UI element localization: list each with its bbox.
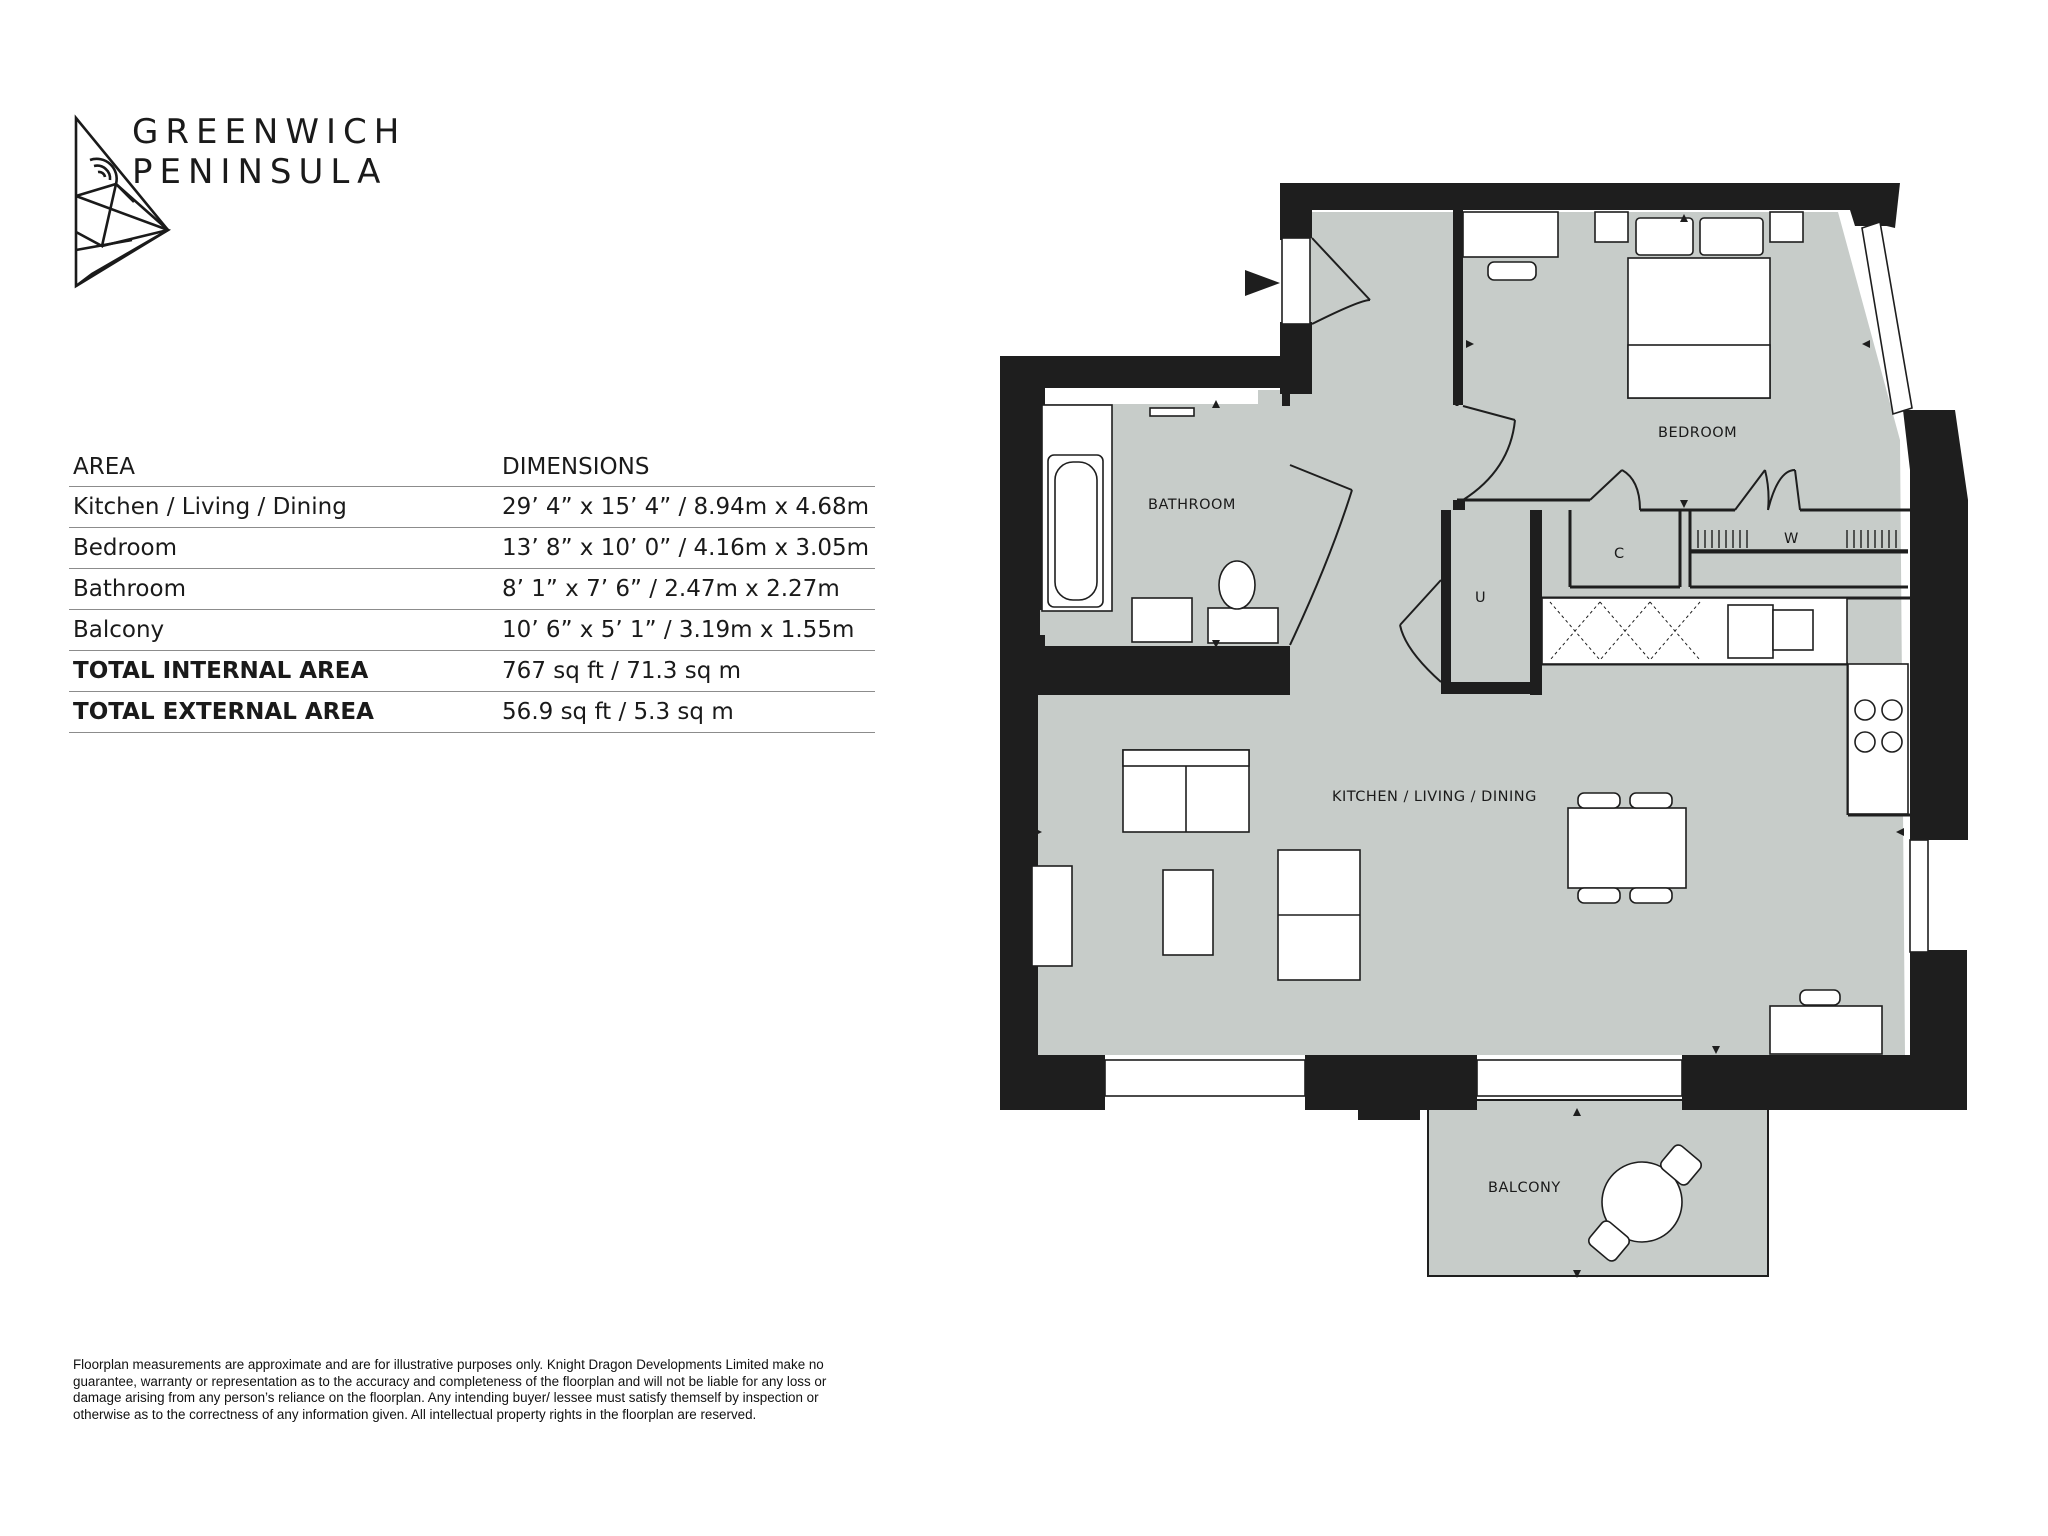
bed-duvet-fold (1628, 345, 1770, 398)
room-name-cell: Bedroom (69, 528, 498, 569)
wall-utility-right (1530, 510, 1542, 695)
living-window-bottom-left (1105, 1060, 1305, 1096)
room-dimensions-cell: 13’ 8” x 10’ 0” / 4.16m x 3.05m (498, 528, 875, 569)
dining-chair (1578, 793, 1620, 808)
basin (1132, 598, 1192, 642)
hob-ring (1882, 700, 1902, 720)
room-label-cupboard: C (1614, 546, 1625, 562)
room-label-bedroom: BEDROOM (1658, 425, 1738, 441)
total-label-cell: TOTAL INTERNAL AREA (69, 651, 498, 692)
wall-entrance-upper (1280, 183, 1312, 238)
dimensions-column-header: DIMENSIONS (498, 448, 875, 487)
wall-utility-bottom (1441, 682, 1542, 694)
towel-rail (1150, 408, 1194, 416)
brand-name-line-1: GREENWICH (132, 112, 407, 152)
desk-chair (1488, 262, 1536, 280)
wall-bath-top-inner (1282, 388, 1290, 406)
wall-utility-left (1441, 510, 1451, 685)
toilet-bowl (1219, 561, 1255, 609)
balcony-door (1477, 1060, 1682, 1096)
room-dimensions-cell: 29’ 4” x 15’ 4” / 8.94m x 4.68m (498, 487, 875, 528)
wall-right-upper (1903, 410, 1968, 840)
wall-bottom-mid-stub (1358, 1100, 1420, 1120)
disclaimer-text: Floorplan measurements are approximate and are for illustrative purposes only. Knight Dragon Developments Limited make no guarantee, warranty or representation as to the accuracy and completeness of the floorplan and will not be liable for any loss or damage arising from any person’s reliance on the floorplan. Any intending buyer/ lessee must satisfy themself by inspection or otherwise as to the correctness of any information given. All intellectual property rights in the floorplan are reserved. (73, 1357, 827, 1422)
sink-drainer (1773, 610, 1813, 650)
room-label-bathroom: BATHROOM (1148, 497, 1236, 513)
wall-left-lower (1000, 690, 1030, 1110)
room-dimensions-cell: 8’ 1” x 7’ 6” / 2.47m x 2.27m (498, 569, 875, 610)
hob-ring (1882, 732, 1902, 752)
dining-chair (1630, 793, 1672, 808)
toilet-cistern (1208, 608, 1278, 643)
room-name-cell: Balcony (69, 610, 498, 651)
total-value-cell: 767 sq ft / 71.3 sq m (498, 651, 875, 692)
room-label-balcony: BALCONY (1488, 1180, 1561, 1196)
sofa-back (1123, 750, 1249, 766)
room-name-cell: Kitchen / Living / Dining (69, 487, 498, 528)
living-window-right (1910, 840, 1928, 952)
bed-pillow-left (1636, 218, 1693, 255)
tv-unit (1032, 866, 1072, 966)
area-column-header: AREA (69, 448, 498, 487)
kitchen-sink (1728, 605, 1773, 658)
room-label-kitchen: KITCHEN / LIVING / DINING (1332, 789, 1537, 805)
study-chair (1800, 990, 1840, 1005)
entrance-door-frame (1282, 238, 1310, 324)
entrance-arrow-icon (1245, 270, 1280, 296)
bedside-table-left (1595, 212, 1628, 242)
total-label-cell: TOTAL EXTERNAL AREA (69, 692, 498, 733)
room-label-utility: U (1475, 590, 1487, 606)
room-name-cell: Bathroom (69, 569, 498, 610)
desk (1463, 212, 1558, 257)
coffee-table (1163, 870, 1213, 955)
room-label-wardrobe: W (1784, 531, 1799, 547)
dining-chair (1578, 888, 1620, 903)
dining-table (1568, 808, 1686, 888)
wall-bottom-left (1000, 1055, 1105, 1110)
dining-chair (1630, 888, 1672, 903)
hob-ring (1855, 700, 1875, 720)
bed-pillow-right (1700, 218, 1763, 255)
total-value-cell: 56.9 sq ft / 5.3 sq m (498, 692, 875, 733)
bedside-table-right (1770, 212, 1803, 242)
wall-right-lower (1910, 950, 1967, 1110)
hob-ring (1855, 732, 1875, 752)
study-desk (1770, 1006, 1882, 1054)
room-dimensions-cell: 10’ 6” x 5’ 1” / 3.19m x 1.55m (498, 610, 875, 651)
bathtub-inner (1055, 462, 1097, 600)
brand-name-line-2: PENINSULA (132, 152, 388, 192)
